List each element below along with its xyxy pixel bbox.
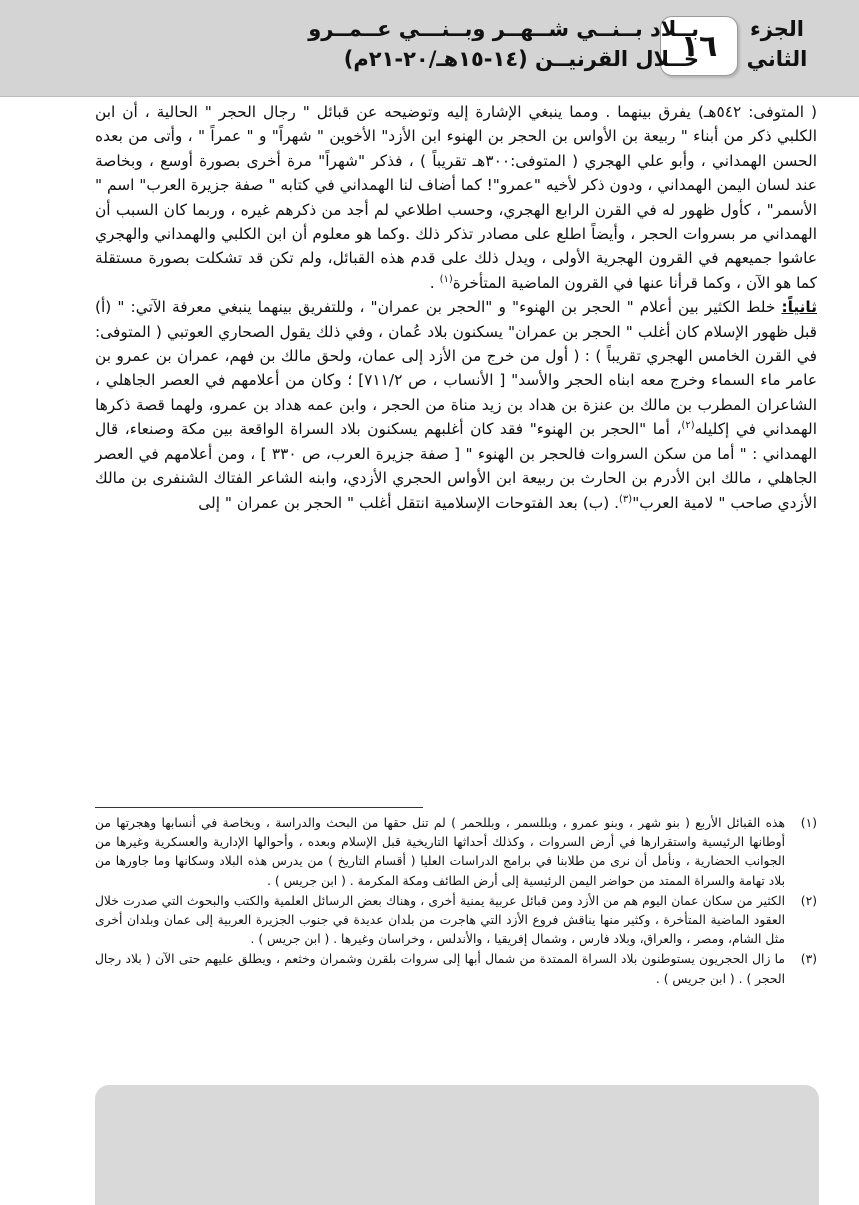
paragraph-1 bbox=[95, 100, 817, 295]
book-title-line-1: بــلاد بــنــي شــهــر وبــنـــي عــمــرو bbox=[308, 17, 699, 41]
paragraph-2-text-a: خلط الكثير بين أعلام " الحجر بن الهنوء" و "الحجر بن عمران" ، وللتفريق بينهما ينبغي معرفة الآتي: " (أ) قبل ظهور الإسلام كان أغلب " الحجر بن عمران" يسكنون بلاد عُمان ، وفي ذلك يقول الصحاري العوتبي ( المتوفى: في القرن الخامس الهجري تقريباً ) : ( أول من خرج من الأزد إلى عمان، ولحق مالك بن فهم، عمران بن عمرو بن عامر ماء السماء وخرج معه ابناه الحجر والأسد" [ الأنساب ، ص ٧١١/٢] ؛ وكان من أعلامهم في العصر الجاهلي ، الشاعران المطرب بن مالك بن عنزة بن هداد بن زيد مناة من الحجر ، وابن عمه هداد بن عمرو، ولهما قصة ذكرها الهمداني في إكليله bbox=[95, 298, 817, 439]
footnote-item bbox=[95, 892, 817, 950]
footnote-number: (٣) bbox=[800, 952, 817, 967]
paragraph-2-text-b: ، أما "الحجر بن الهنوء" فقد كان أغلبهم يسكنون بلاد السراة الواقعة بين مكة وصنعاء، قال الهمداني : " أما من سكن السروات فالحجر بن الهنوء " [ صفة جزيرة العرب، ص ٣٣٠ ] ، ومن أعلامهم في العصر الجاهلي ، مالك ابن الأدرم بن الحارث بن ربيعة ابن الأواس الحجري الأزدي، وابنه الشاعر الفتاك الشنفرى بن مالك الأزدي صاحب " لامية العرب" bbox=[95, 420, 817, 512]
footnote-item bbox=[95, 814, 817, 891]
volume-label-line-1: الجزء bbox=[749, 17, 805, 41]
footnote-item bbox=[95, 950, 817, 988]
paragraph-1-text: ( المتوفى: ٥٤٢هـ) يفرق بينهما . ومما ينبغي الإشارة إليه وتوضيحه عن قبائل " رجال الحجر " الحالية ، أن ابن الكلبي ذكر من أبناء " ربيعة بن الأواس بن الحجر بن الهنوء ابن الأزد" الأخوين " شهراً" و " عمراً " ، وأتى من بعده الحسن الهمداني ، وأبو علي الهجري ( المتوفى:٣٠٠هـ تقريباً ) ، فذكر "شهراً" مرة أخرى بصورة أوسع ، وبخاصة عند لسان اليمن الهمداني ، ودون ذكر لأخيه "عمرو"! كما أضاف لنا الهمداني في كتابه " صفة جزيرة العرب" اسم " الأسمر" ، كأول ظهور له في القرن الرابع الهجري، وحسب اطلاعي لم أجد من ذكرهم غيره ، وربما كان السبب أن الهمداني مر بسروات الحجر ، وأيضاً اطلع على مصادر تذكر ذلك .وكما هو معلوم أن ابن الكلبي والهمداني والهجري عاشوا جميعهم في القرون الهجرية الأولى ، ويدل ذلك على قدم هذه القبائل، ولم تكن قد تشكلت بصورة مستقلة كما هو الآن ، وكما قرأنا عنها في القرون الماضية المتأخرة bbox=[95, 103, 817, 292]
footnote-number: (١) bbox=[800, 816, 817, 830]
footnote-ref-2[interactable]: (٢) bbox=[681, 420, 695, 432]
book-title bbox=[219, 14, 699, 74]
bottom-decorative-panel bbox=[95, 1085, 819, 1205]
paragraph-2-text-c: . (ب) بعد الفتوحات الإسلامية انتقل أغلب " الحجر بن عمران " إلى bbox=[198, 493, 620, 512]
footnote-divider bbox=[95, 807, 423, 808]
footnote-text: ما زال الحجريون يستوطنون بلاد السراة الممتدة من شمال أبها إلى سروات بلقرن وشمران وخثعم ، ويطلق عليهم حتى الآن ( بلاد رجال الحجر ) . ( ابن جريس ) . bbox=[95, 952, 785, 986]
footnote-number: (٢) bbox=[800, 893, 817, 908]
volume-label bbox=[717, 14, 837, 74]
page-number: ١٦ bbox=[680, 28, 718, 64]
book-title-line-2: خــلال القرنيــن (١٤-١٥هـ/٢٠-٢١م) bbox=[343, 47, 699, 71]
paragraph-2 bbox=[95, 295, 817, 515]
footnote-ref-1[interactable]: (١) bbox=[439, 273, 453, 285]
footnote-text: هذه القبائل الأربع ( بنو شهر ، وبنو عمرو ، وبللسمر ، وبللحمر ) لم تنل حقها من البحث والدراسة ، وبخاصة في أنسابها وهجرتها من أوطانها الرئيسية واستقرارها في أرض السروات ، وكذلك أحداثها التاريخية قبل الإسلام وبعده ، وأحوالها الإدارية والعسكرية وغيرها من الجوانب الحضارية ، ونأمل أن نرى من طلابنا في برامج الدراسات العليا ( أقسام التاريخ ) من يدرس هذه البلاد وسكانها وما جاورها من بلاد تهامة والسراة الممتد من حواضر اليمن الرئيسية إلى أرض الطائف ومكة المكرمة . ( ابن جريس ) . bbox=[95, 816, 785, 888]
page-header bbox=[0, 0, 859, 97]
footnote-ref-3[interactable]: (٣) bbox=[619, 493, 633, 505]
footnote-text: الكثير من سكان عمان اليوم هم من الأزد ومن قبائل عربية يمنية أخرى ، وهناك بعض الرسائل العلمية والكتب والبحوث التي صدرت خلال العقود الماضية المتأخرة ، وكثير منها يناقش فروع الأزد التي هاجرت من بلدان عديدة في جنوب الجزيرة العربية إلى عمان وبلدان أخرى مثل الشام، ومصر ، والعراق، وبلاد فارس ، وشمال إفريقيا ، والأندلس ، وخراسان وغيرها . ( ابن جريس ) . bbox=[95, 893, 785, 947]
volume-label-line-2: الثاني bbox=[746, 47, 808, 71]
footnotes bbox=[95, 814, 817, 990]
paragraph-2-lead: ثانياً: bbox=[781, 298, 817, 317]
main-body-text bbox=[95, 100, 817, 515]
paragraph-1-end: . bbox=[429, 273, 440, 292]
